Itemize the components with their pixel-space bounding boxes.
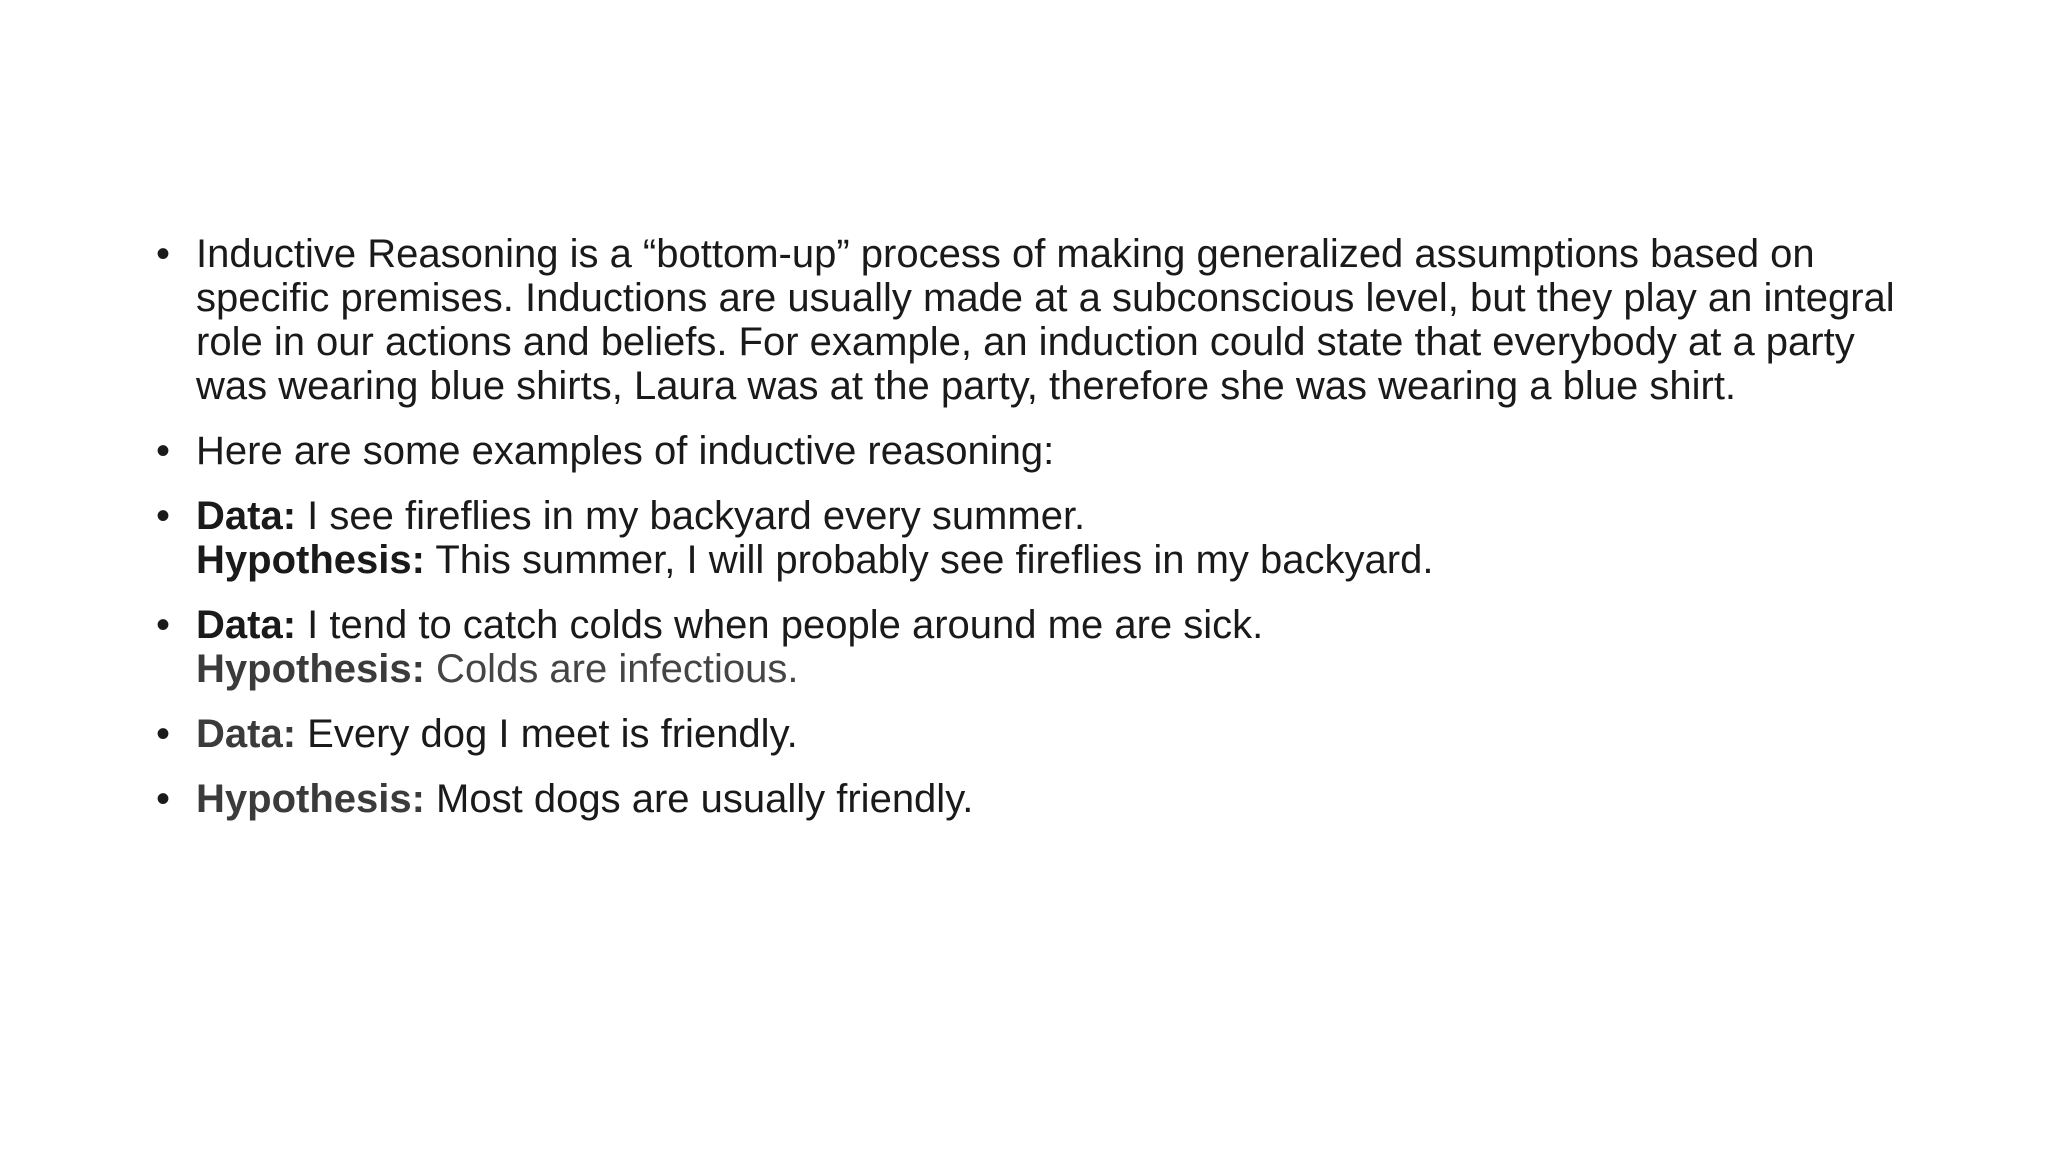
data-line xyxy=(196,603,1926,647)
bullet-marker: • xyxy=(156,429,171,473)
bullet-item-example-dogs-data xyxy=(156,712,1926,756)
data-line xyxy=(196,494,1926,538)
hypothesis-text: Most dogs are usually friendly. xyxy=(424,777,974,821)
bullet-item-example-fireflies xyxy=(156,494,1926,582)
bullet-marker: • xyxy=(156,712,171,756)
bullet-marker: • xyxy=(156,777,171,821)
bullet-item-example-dogs-hypothesis xyxy=(156,777,1926,821)
bullet-marker: • xyxy=(156,494,171,538)
data-label: Data: xyxy=(196,712,297,756)
bullet-list xyxy=(156,232,1926,842)
data-label: Data: xyxy=(196,494,297,538)
bullet-marker: • xyxy=(156,232,171,276)
data-text: Every dog I meet is friendly. xyxy=(296,712,798,756)
bullet-item-definition xyxy=(156,232,1926,408)
intro-text: Here are some examples of inductive reasoning: xyxy=(196,429,1055,473)
hypothesis-label: Hypothesis: xyxy=(196,538,425,582)
data-text: I tend to catch colds when people around me are sick. xyxy=(296,603,1264,647)
hypothesis-text: This summer, I will probably see fireflies in my backyard. xyxy=(424,538,1434,582)
bullet-item-intro xyxy=(156,429,1926,473)
data-label: Data: xyxy=(196,603,297,647)
data-line xyxy=(196,712,1926,756)
hypothesis-label: Hypothesis: xyxy=(196,777,425,821)
hypothesis-line xyxy=(196,777,1926,821)
bullet-marker: • xyxy=(156,603,171,647)
hypothesis-line xyxy=(196,538,1926,582)
hypothesis-line xyxy=(196,647,1926,691)
definition-text: Inductive Reasoning is a “bottom-up” process of making generalized assumptions based on specific premises. Inductions are usually made at a subconscious level, but they play an integral role in our actions and beliefs. For example, an induction could state that everybody at a party was wearing blue shirts, Laura was at the party, therefore she was wearing a blue shirt. xyxy=(196,232,1895,408)
hypothesis-text: Colds are infectious. xyxy=(424,647,799,691)
hypothesis-label: Hypothesis: xyxy=(196,647,425,691)
data-text: I see fireflies in my backyard every summer. xyxy=(296,494,1086,538)
bullet-item-example-colds xyxy=(156,603,1926,691)
